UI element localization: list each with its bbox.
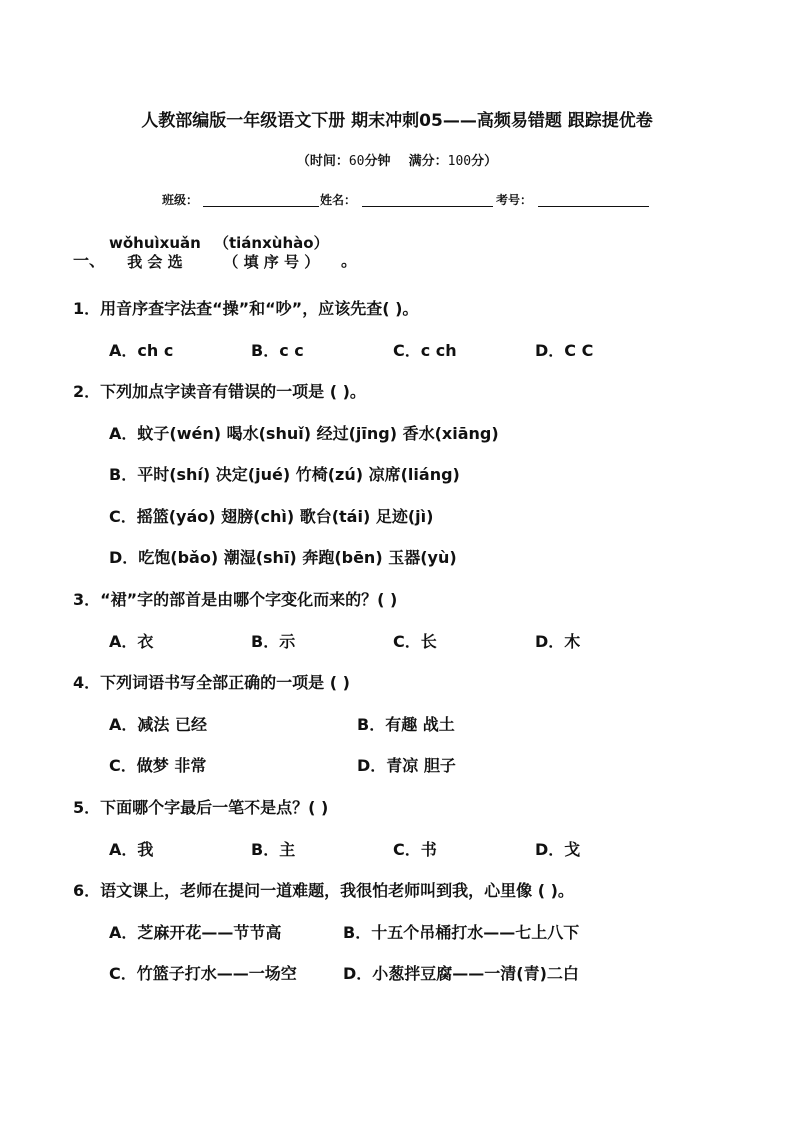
option-c[interactable]: C．长 (393, 632, 437, 651)
option-a[interactable]: A．减法 已经 (109, 715, 207, 734)
option-d[interactable]: D．戈 (535, 840, 581, 859)
pinyin: （tiánxùhào） (214, 234, 329, 252)
score-unit: 分） (471, 154, 498, 169)
question-6: 6．语文课上，老师在提问一道难题，我很怕老师叫到我，心里像 ( )。 (73, 881, 574, 900)
question-2: 2．下列加点字读音有错误的一项是 ( )。 (73, 382, 366, 401)
hanzi: 我 会 选 (127, 253, 183, 271)
option-a[interactable]: A．芝麻开花——节节高 (109, 923, 282, 942)
time-unit: 分钟 (364, 154, 391, 169)
exam-no-blank[interactable] (538, 206, 649, 207)
time-value: 60 (348, 154, 365, 169)
name-blank[interactable] (362, 206, 493, 207)
option-b[interactable]: B．平时(shí) 决定(jué) 竹椅(zú) 凉席(liáng) (109, 465, 460, 484)
exam-meta (0, 150, 794, 169)
section-tail: 。 (341, 251, 358, 270)
option-d[interactable]: D．青凉 胆子 (357, 756, 456, 775)
score-label: 满分： (408, 154, 448, 169)
option-c[interactable]: C．竹篮子打水——一场空 (109, 964, 297, 983)
page-title: 人教部编版一年级语文下册 期末冲刺05——高频易错题 跟踪提优卷 (141, 111, 653, 131)
option-b[interactable]: B．主 (251, 840, 296, 859)
hanzi: （ 填 序 号 ） (223, 253, 320, 271)
option-b[interactable]: B．有趣 战土 (357, 715, 455, 734)
score-value: 100 (447, 154, 472, 169)
question-1: 1．用音序查字法查“操”和“吵”，应该先查( )。 (73, 299, 419, 318)
option-c[interactable]: C．书 (393, 840, 437, 859)
question-4: 4．下列词语书写全部正确的一项是 ( ) (73, 673, 350, 692)
ruby-group (214, 236, 329, 271)
option-a[interactable]: A．ch c (109, 341, 174, 360)
time-label: （时间： (296, 154, 349, 169)
exam-no-label: 考号： (496, 193, 533, 207)
option-d[interactable]: D．C C (535, 341, 594, 360)
class-blank[interactable] (203, 206, 319, 207)
option-b[interactable]: B．示 (251, 632, 296, 651)
pinyin: wǒhuìxuǎn (109, 234, 201, 252)
option-b[interactable]: B．十五个吊桶打水——七上八下 (343, 923, 580, 942)
option-c[interactable]: C．摇篮(yáo) 翅膀(chì) 歌台(tái) 足迹(jì) (109, 507, 434, 526)
ruby-group (109, 236, 201, 271)
question-5: 5．下面哪个字最后一笔不是点？( ) (73, 798, 329, 817)
option-c[interactable]: C．做梦 非常 (109, 756, 207, 775)
option-d[interactable]: D．小葱拌豆腐——一清(青)二白 (343, 964, 579, 983)
question-3: 3．“裙”字的部首是由哪个字变化而来的？( ) (73, 590, 398, 609)
option-a[interactable]: A．衣 (109, 632, 154, 651)
option-a[interactable]: A．我 (109, 840, 154, 859)
class-label: 班级： (162, 193, 199, 207)
option-d[interactable]: D．木 (535, 632, 581, 651)
option-b[interactable]: B．c c (251, 341, 304, 360)
option-a[interactable]: A．蚊子(wén) 喝水(shuǐ) 经过(jīng) 香水(xiāng) (109, 424, 499, 443)
option-c[interactable]: C．c ch (393, 341, 457, 360)
name-label: 姓名： (320, 193, 357, 207)
section-number: 一、 (73, 251, 106, 270)
option-d[interactable]: D．吃饱(bǎo) 潮湿(shī) 奔跑(bēn) 玉器(yù) (109, 548, 457, 567)
